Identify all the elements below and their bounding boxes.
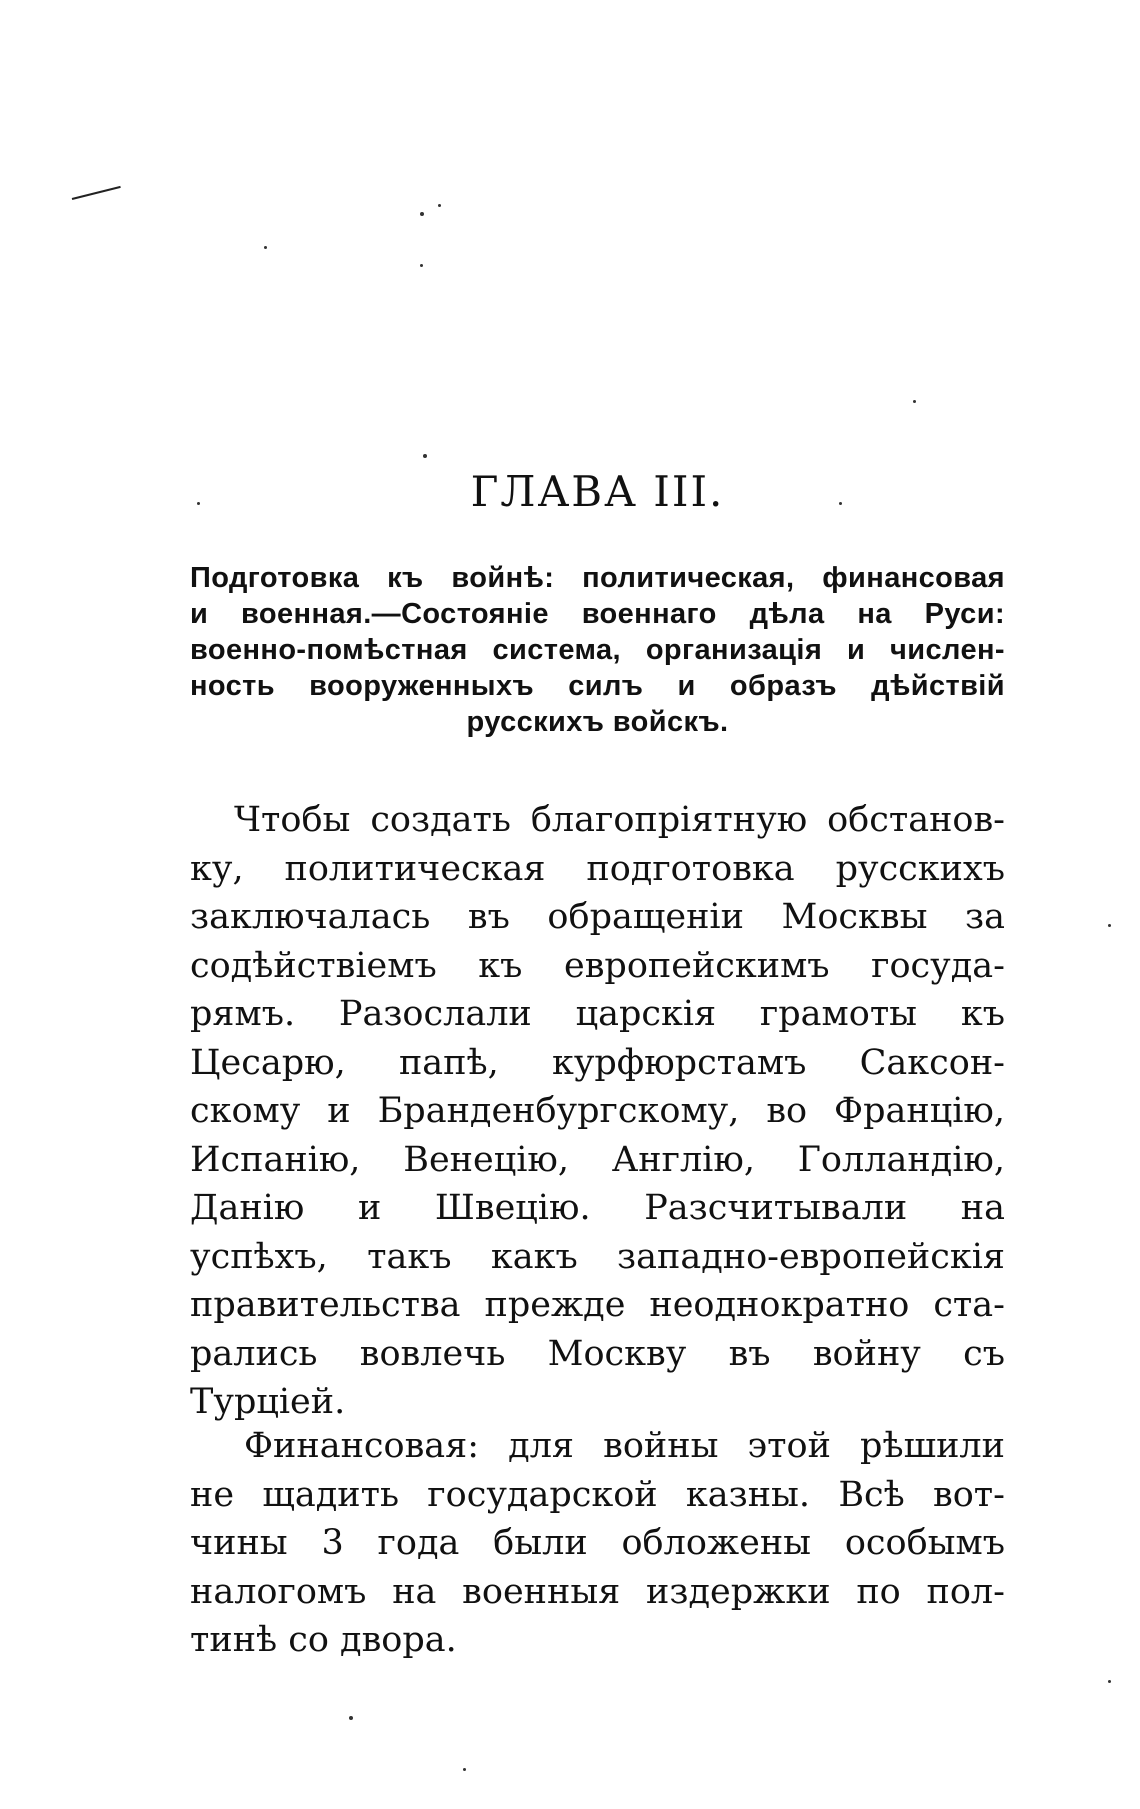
dust-speck	[423, 454, 427, 458]
text-line: рямъ. Разослали царскія грамоты къ	[190, 994, 1005, 1034]
text-line: чины 3 года были обложены особымъ	[190, 1523, 1005, 1563]
summary-line: Подготовка къ войнѣ: политическая, финансовая	[190, 562, 1005, 594]
summary-line: военно-помѣстная система, организація и числен-	[190, 634, 1005, 666]
paragraph-financial	[190, 1422, 1005, 1665]
summary-line: ность вооруженныхъ силъ и образъ дѣйствій	[190, 670, 1005, 702]
dust-speck	[1108, 1680, 1111, 1683]
text-line: Турціей.	[190, 1382, 346, 1422]
text-line: рались вовлечь Москву въ войну съ	[190, 1333, 1005, 1374]
dust-speck	[420, 212, 424, 216]
text-line: налогомъ на военныя издержки по пол-	[190, 1571, 1005, 1612]
text-line: ку, политическая подготовка русскихъ	[190, 848, 1005, 889]
dust-speck	[264, 246, 267, 249]
summary-line: и военная.—Состояніе военнаго дѣла на Руси:	[190, 598, 1005, 630]
dust-speck	[1108, 924, 1111, 927]
text-line: Данію и Швецію. Разсчитывали на	[190, 1188, 1005, 1228]
ink-stroke-mark	[72, 186, 121, 200]
text-line: Цесарю, папѣ, курфюрстамъ Саксон-	[190, 1042, 1005, 1083]
text-line: Испанію, Венецію, Англію, Голландію,	[190, 1139, 1005, 1180]
summary-line: русскихъ войскъ.	[466, 706, 729, 738]
text-line: содѣйствіемъ къ европейскимъ госуда-	[190, 945, 1005, 986]
paragraph-political	[190, 796, 1005, 1427]
chapter-title: ГЛАВА III.	[470, 467, 725, 516]
text-line: заключалась въ обращеніи Москвы за	[190, 897, 1005, 937]
text-line: Финансовая: для войны этой рѣшили	[244, 1426, 1005, 1466]
text-line: успѣхъ, такъ какъ западно-европейскія	[190, 1236, 1005, 1277]
dust-speck	[913, 400, 916, 403]
dust-speck	[463, 1768, 466, 1771]
dust-speck	[349, 1716, 353, 1720]
dust-speck	[438, 204, 441, 207]
dust-speck	[420, 264, 423, 267]
chapter-summary	[190, 560, 1005, 740]
text-line: не щадить государской казны. Всѣ вот-	[190, 1474, 1005, 1515]
text-line: правительства прежде неоднократно ста-	[190, 1285, 1005, 1325]
text-line: тинѣ со двора.	[190, 1620, 457, 1660]
text-line: Чтобы создать благопріятную обстанов-	[234, 800, 1005, 840]
text-line: скому и Бранденбургскому, во Францію,	[190, 1091, 1005, 1131]
